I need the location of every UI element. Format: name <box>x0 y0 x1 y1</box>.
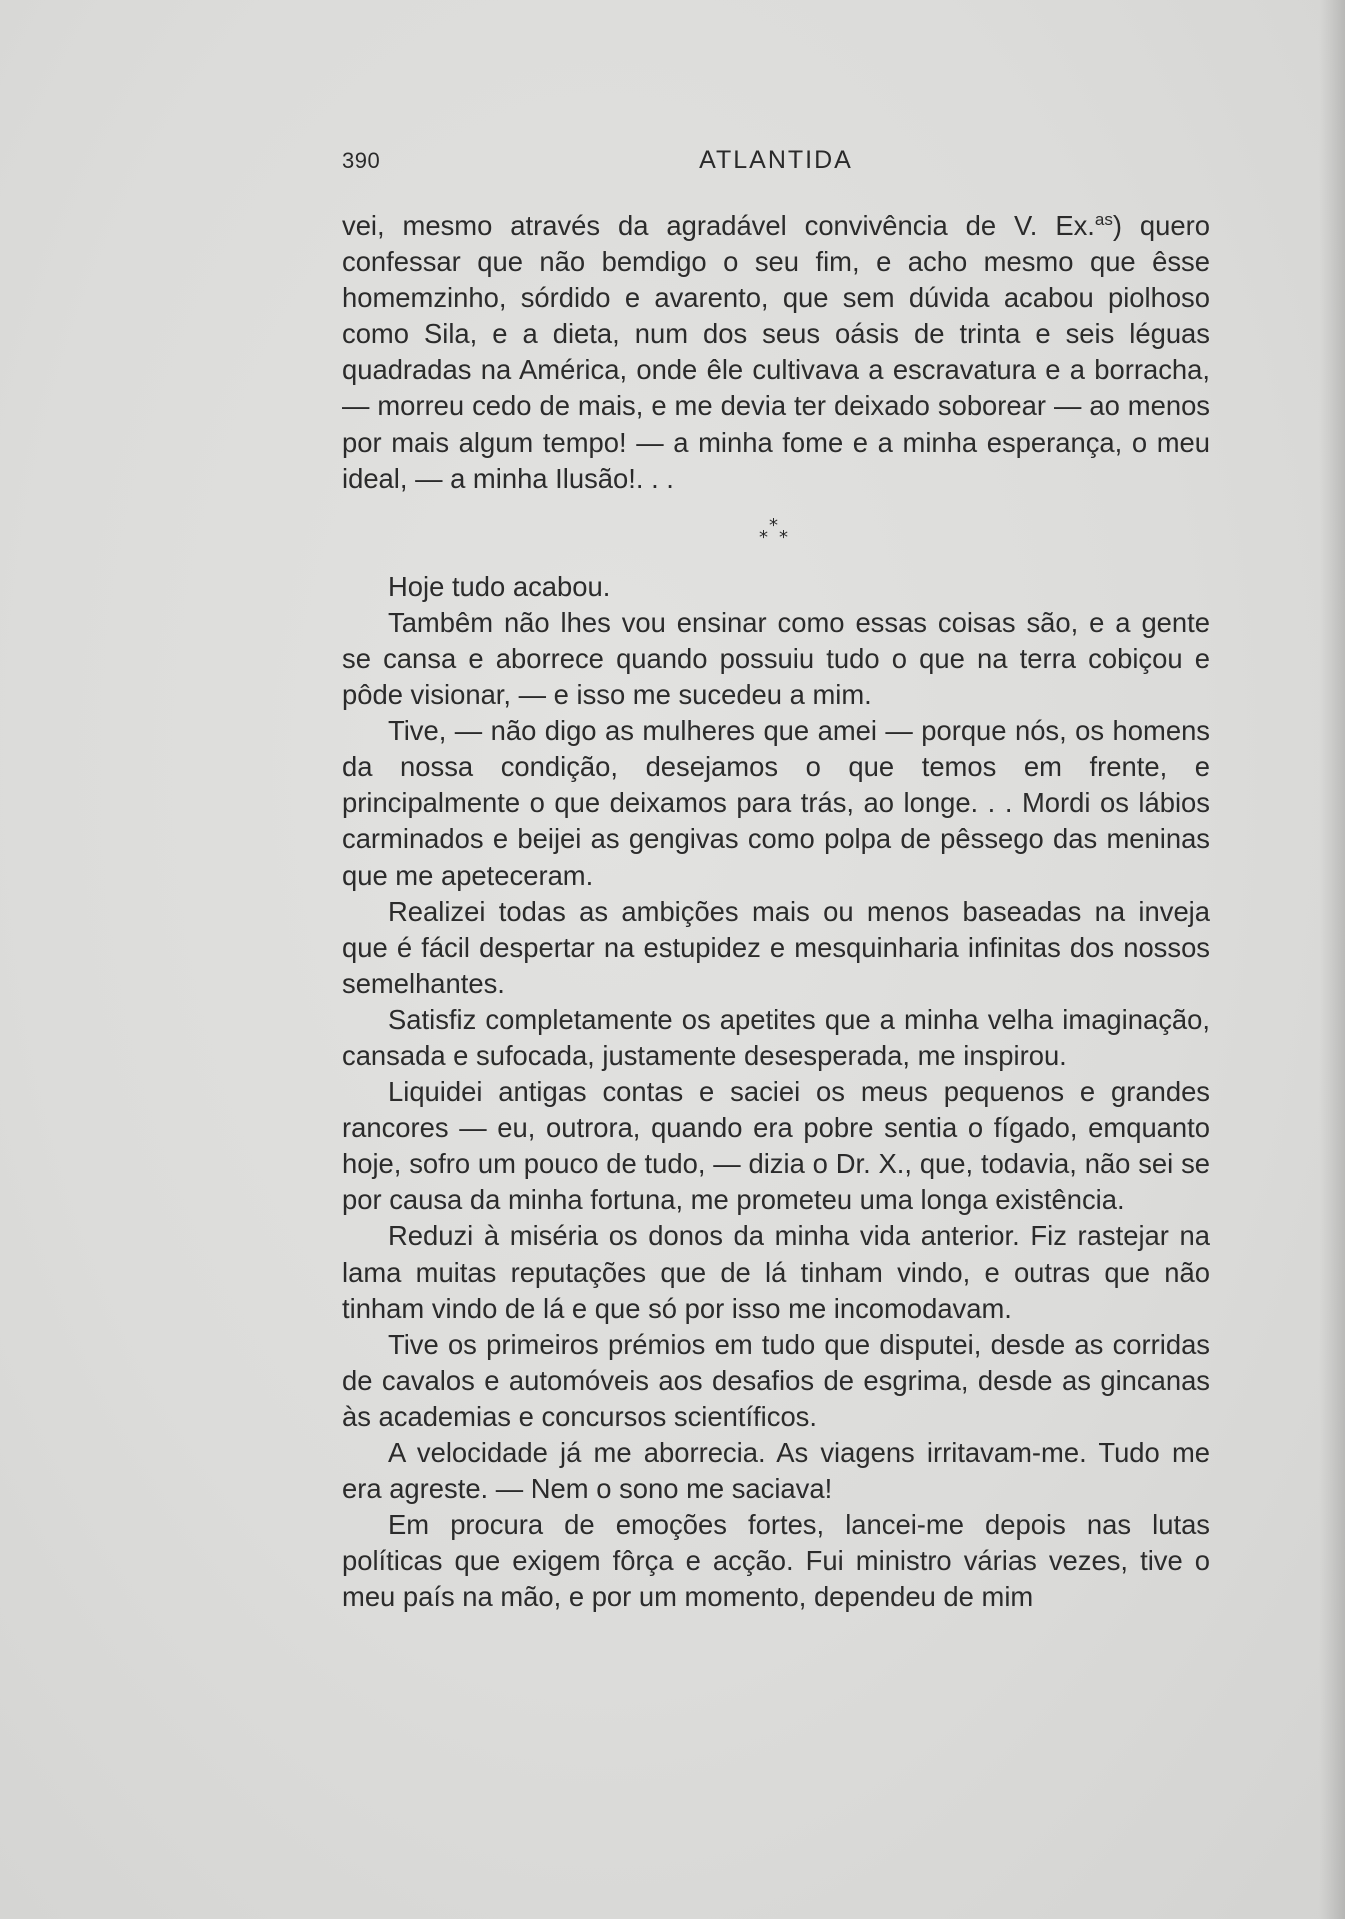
running-title: ATLANTIDA <box>699 146 853 174</box>
page-number: 390 <box>342 148 381 173</box>
page-header <box>342 146 1210 178</box>
paragraph: Realizei todas as ambições mais ou menos baseadas na inveja que é fácil despertar na estupidez e mesquinharia infinitas dos nossos semelhantes. <box>342 895 1210 999</box>
asterism-star-right: * <box>779 526 788 548</box>
asterism-star-top: * <box>769 514 778 536</box>
body-text <box>342 208 1210 1615</box>
paragraph: Hoje tudo acabou. <box>388 570 611 602</box>
asterism-star-left: * <box>759 526 768 548</box>
section-asterism <box>342 497 1210 569</box>
paragraph: Satisfiz completamente os apetites que a minha velha imaginação, cansada e sufocada, justamente desesperada, me inspirou. <box>342 1003 1210 1071</box>
paragraph: A velocidade já me aborrecia. As viagens irritavam-me. Tudo me era agreste. — Nem o sono me saciava! <box>342 1437 1210 1505</box>
paragraph: Tive, — não digo as mulheres que amei — porque nós, os homens da nossa condição, desejamos o que temos em frente, e principalmente o que deixamos para trás, ao longe. . . Mordi os lábios carminados e beijei as gengivas como polpa de pêssego das meninas que me apeteceram. <box>342 715 1210 891</box>
paragraph: Liquidei antigas contas e saciei os meus pequenos e grandes rancores — eu, outrora, quando era pobre sentia o fígado, emquanto hoje, sofro um pouco de tudo, — dizia o Dr. X., que, todavia, não sei se por causa da minha fortuna, me prometeu uma longa existência. <box>342 1076 1210 1216</box>
opening-text-continued: ) quero confessar que não bemdigo o seu fim, e acho mesmo que êsse homemzinho, sórdido e avarento, que sem dúvida acabou piolhoso como Sila, e a dieta, num dos seus oásis de trinta e seis léguas quadradas na América, onde êle cultivava a escravatura e a borracha, — morreu cedo de mais, e me devia ter deixado soborear — ao menos por mais algum tempo! — a minha fome e a minha esperança, o meu ideal, — a minha Ilusão!. . . <box>342 210 1210 494</box>
paragraph: Em procura de emoções fortes, lancei-me depois nas lutas políticas que exigem fôrça e acção. Fui ministro várias vezes, tive o meu país na mão, e por um momento, dependeu de mim <box>342 1509 1210 1613</box>
paragraph: Tambêm não lhes vou ensinar como essas coisas são, e a gente se cansa e aborrece quando possuiu tudo o que na terra cobiçou e pôde visionar, — e isso me sucedeu a mim. <box>342 606 1210 711</box>
paragraph: Tive os primeiros prémios em tudo que disputei, desde as corridas de cavalos e automóveis aos desafios de esgrima, desde as gincanas às academias e concursos scientíficos. <box>342 1328 1210 1432</box>
opening-text: vei, mesmo através da agradável convivência de V. Ex. <box>342 210 1095 241</box>
paragraph: Reduzi à miséria os donos da minha vida anterior. Fiz rastejar na lama muitas reputações que de lá tinham vindo, e outras que não tinham vindo de lá e que só por isso me incomodavam. <box>342 1220 1210 1324</box>
opening-paragraph <box>342 208 1210 497</box>
superscript: as <box>1094 210 1113 229</box>
page-edge-shadow <box>1319 0 1345 1919</box>
